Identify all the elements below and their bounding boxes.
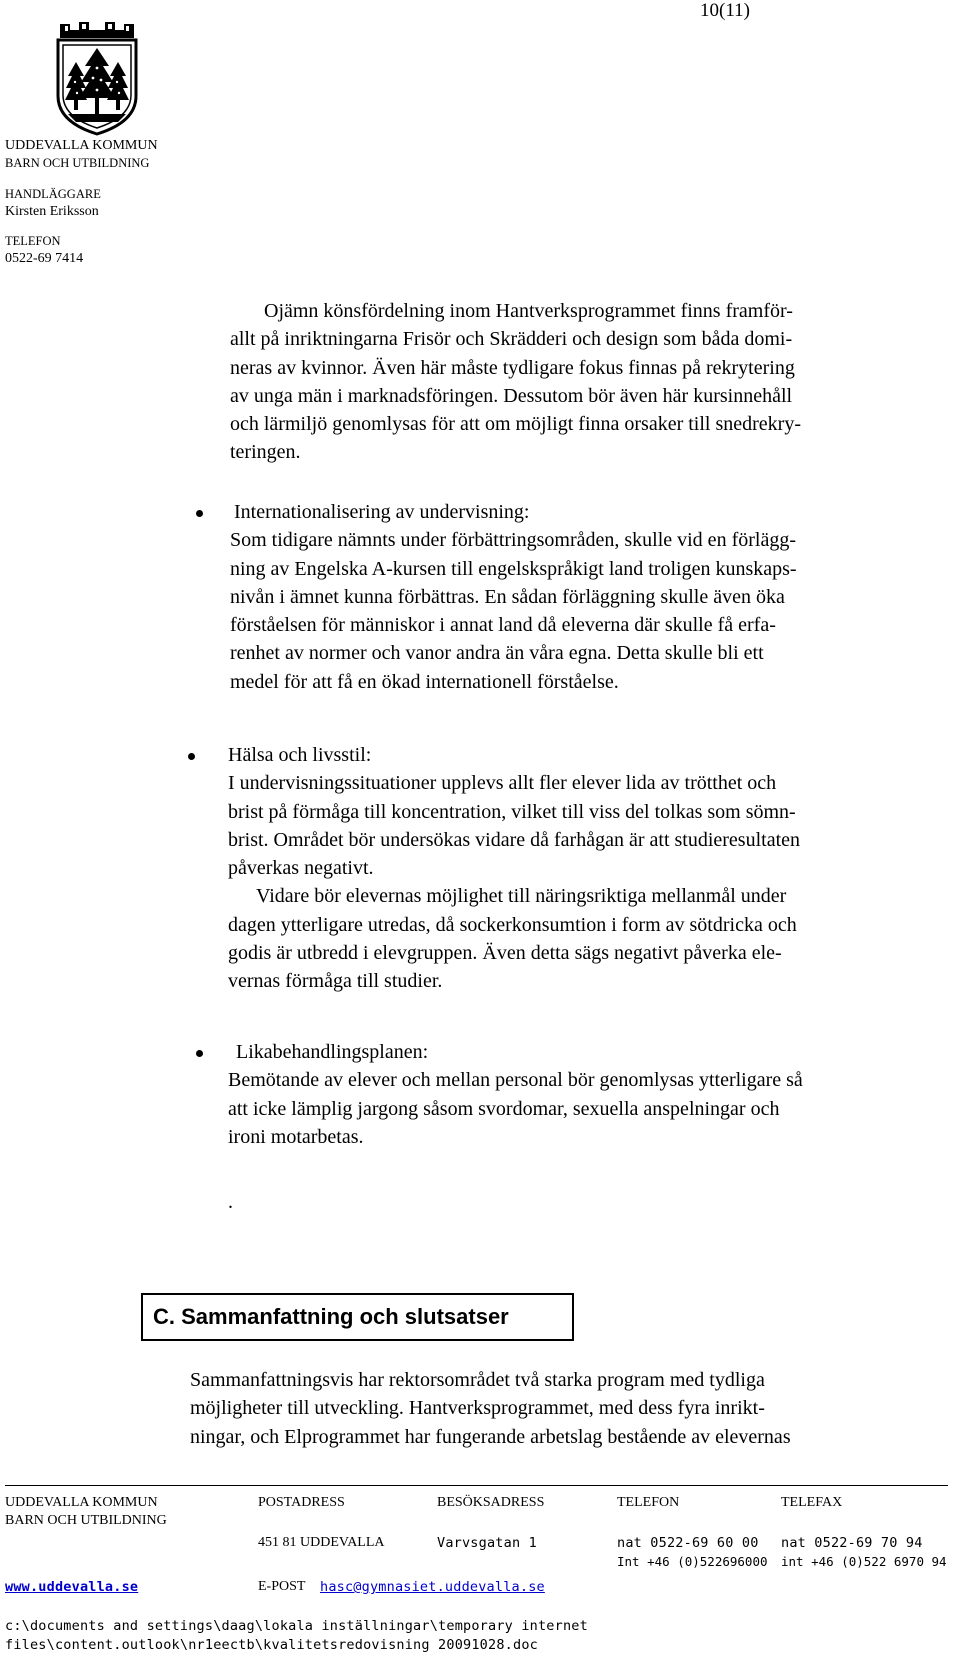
- text-line: vernas förmåga till studier.: [228, 970, 443, 993]
- text-line: påverkas negativt.: [228, 857, 374, 880]
- footer-org: UDDEVALLA KOMMUN: [5, 1495, 158, 1510]
- text-line: Sammanfattningsvis har rektorsområdet två starka program med tydliga: [190, 1369, 765, 1391]
- bullet-heading: Internationalisering av undervisning:: [234, 501, 530, 523]
- stray-dot: .: [228, 1191, 233, 1213]
- text-line: teringen.: [230, 441, 301, 464]
- text-line: Vidare bör elevernas möjlighet till näringsriktiga mellanmål under: [256, 885, 787, 908]
- summary-paragraph: [190, 1366, 950, 1451]
- intro-paragraph: [230, 297, 950, 467]
- bullet-likabehandling: [228, 1038, 950, 1151]
- file-path-line-2: files\content.outlook\nr1eectb\kvalitetsredovisning 20091028.doc: [5, 1637, 538, 1653]
- text-line: neras av kvinnor. Även här måste tydligare fokus finnas på rekrytering: [230, 356, 795, 379]
- text-line: att icke lämplig jargong såsom svordomar, sexuella anspelningar och: [228, 1097, 780, 1120]
- text-line: dagen ytterligare utredas, då sockerkonsumtion i form av sötdricka och: [228, 913, 797, 936]
- municipal-crest-logo: [52, 18, 142, 136]
- footer-divider: [5, 1485, 948, 1486]
- handler-name: Kirsten Eriksson: [5, 204, 99, 219]
- footer-phone-int: Int +46 (0)522696000: [617, 1554, 768, 1569]
- letterhead-dept: BARN OCH UTBILDNING: [5, 156, 150, 170]
- file-path-line-1: c:\documents and settings\daag\lokala inställningar\temporary internet: [5, 1618, 588, 1634]
- text-line: Ojämn könsfördelning inom Hantverksprogrammet finns framför-: [264, 300, 793, 322]
- text-line: renhet av normer och vanor andra än våra egna. Detta skulle bli ett: [230, 642, 764, 665]
- bullet-internationalisering: [230, 498, 950, 696]
- text-line: medel för att få en ökad internationell förståelse.: [230, 670, 619, 693]
- text-line: brist. Området bör undersökas vidare då farhågan är att studieresultaten: [228, 828, 801, 851]
- letterhead-org: UDDEVALLA KOMMUN: [5, 138, 158, 153]
- section-heading-box: C. Sammanfattning och slutsatser: [141, 1293, 574, 1341]
- text-line: ning av Engelska A-kursen till engelskspråkigt land troligen kunskaps-: [230, 557, 797, 580]
- text-line: av unga män i marknadsföringen. Dessutom bör även här kursinnehåll: [230, 384, 793, 407]
- handler-label: HANDLÄGGARE: [5, 187, 101, 201]
- phone-number: 0522-69 7414: [5, 251, 84, 266]
- text-line: brist på förmåga till koncentration, vilket till viss del tolkas som sömn-: [228, 800, 796, 823]
- bullet-heading: Likabehandlingsplanen:: [236, 1041, 429, 1063]
- phone-label: TELEFON: [5, 234, 61, 248]
- bullet-dot: [196, 510, 203, 517]
- text-line: förståelsen för människor i annat land då eleverna där skulle få erfa-: [230, 614, 776, 637]
- footer-fax-label: TELEFAX: [781, 1495, 843, 1510]
- text-line: möjligheter till utveckling. Hantverksprogrammet, med dess fyra inrikt-: [190, 1397, 765, 1420]
- text-line: Bemötande av elever och mellan personal bör genomlysas ytterligare så: [228, 1069, 803, 1092]
- footer-website-link[interactable]: www.uddevalla.se: [5, 1579, 139, 1595]
- text-line: och lärmiljö genomlysas för att om möjligt finna orsaker till snedrekry-: [230, 413, 801, 436]
- footer-phone-label: TELEFON: [617, 1495, 680, 1510]
- text-line: ironi motarbetas.: [228, 1125, 364, 1148]
- bullet-dot: [196, 1050, 203, 1057]
- footer-fax-int: int +46 (0)522 6970 94: [781, 1554, 947, 1569]
- footer-fax-nat: nat 0522-69 70 94: [781, 1535, 923, 1551]
- bullet-halsa: [228, 741, 950, 996]
- bullet-heading: Hälsa och livsstil:: [228, 744, 372, 766]
- bullet-dot: [188, 753, 195, 760]
- footer-email-link[interactable]: hasc@gymnasiet.uddevalla.se: [320, 1579, 545, 1595]
- footer-visit: Varvsgatan 1: [437, 1535, 537, 1551]
- footer-postal-label: POSTADRESS: [258, 1495, 345, 1510]
- text-line: godis är utbredd i elevgruppen. Även detta sägs negativt påverka ele-: [228, 942, 782, 965]
- text-line: nivån i ämnet kunna förbättras. En sådan förläggning skulle även öka: [230, 585, 785, 608]
- text-line: Som tidigare nämnts under förbättringsområden, skulle vid en förlägg-: [230, 529, 796, 552]
- page-number: 10(11): [700, 0, 750, 21]
- footer-postal: 451 81 UDDEVALLA: [258, 1535, 385, 1550]
- text-line: allt på inriktningarna Frisör och Skrädderi och design som båda domi-: [230, 328, 793, 351]
- footer-email-label: E-POST: [258, 1579, 306, 1594]
- text-line: I undervisningssituationer upplevs allt fler elever lida av trötthet och: [228, 772, 777, 795]
- text-line: ningar, och Elprogrammet har fungerande arbetslag bestående av elevernas: [190, 1425, 791, 1448]
- footer-dept: BARN OCH UTBILDNING: [5, 1513, 167, 1528]
- footer-phone-nat: nat 0522-69 60 00: [617, 1535, 759, 1551]
- footer-visit-label: BESÖKSADRESS: [437, 1495, 545, 1510]
